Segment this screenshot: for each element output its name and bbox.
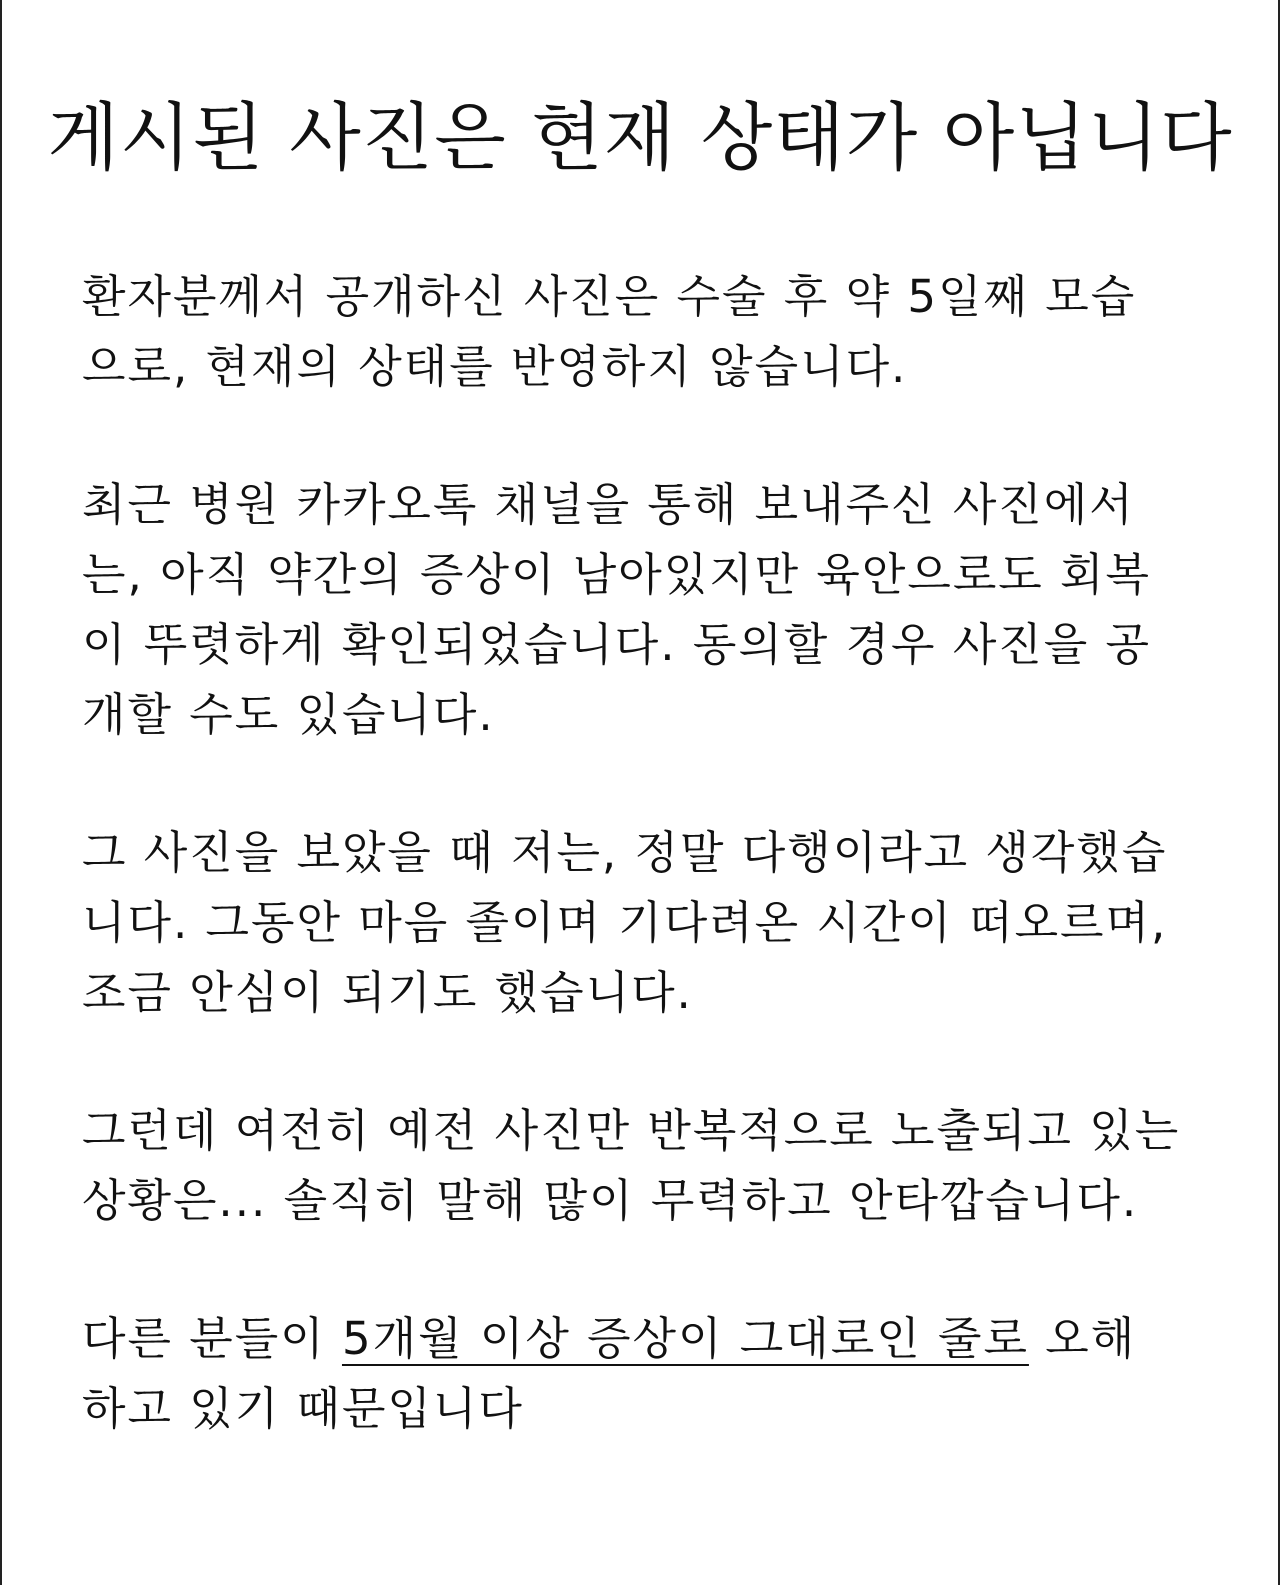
paragraph-line: 니다. 그동안 마음 졸이며 기다려온 시간이 떠오르며, <box>82 896 1168 949</box>
paragraph-line: 상황은... 솔직히 말해 많이 무력하고 안타깝습니다. <box>82 1174 1139 1227</box>
paragraph-old-photo-exposure <box>82 1096 1192 1236</box>
paragraph-recent-photo <box>82 470 1192 750</box>
paragraph-line: 하고 있기 때문입니다 <box>82 1382 524 1435</box>
paragraph-line: 으로, 현재의 상태를 반영하지 않습니다. <box>82 340 908 393</box>
paragraph-line: 그런데 여전히 예전 사진만 반복적으로 노출되고 있는 <box>82 1104 1181 1157</box>
paragraph-line: 최근 병원 카카오톡 채널을 통해 보내주신 사진에서 <box>82 478 1135 531</box>
page-title: 게시된 사진은 현재 상태가 아닙니다 <box>47 95 1233 181</box>
paragraph-line: 이 뚜렷하게 확인되었습니다. 동의할 경우 사진을 공 <box>82 618 1152 671</box>
paragraph-photo-status <box>82 262 1192 402</box>
paragraph-relief <box>82 818 1192 1028</box>
paragraph-line <box>82 1304 1192 1374</box>
document-body <box>82 262 1192 1444</box>
paragraph-line: 는, 아직 약간의 증상이 남아있지만 육안으로도 회복 <box>82 548 1152 601</box>
line-suffix: 오해 <box>1028 1312 1137 1365</box>
paragraph-line: 환자분께서 공개하신 사진은 수술 후 약 5일째 모습 <box>82 270 1137 323</box>
paragraph-line: 그 사진을 보았을 때 저는, 정말 다행이라고 생각했습 <box>82 826 1168 879</box>
underlined-phrase: 5개월 이상 증상이 그대로인 줄로 <box>341 1312 1029 1365</box>
line-prefix: 다른 분들이 <box>82 1312 342 1365</box>
paragraph-line: 개할 수도 있습니다. <box>82 688 495 741</box>
paragraph-misunderstanding <box>82 1304 1192 1444</box>
paragraph-line: 조금 안심이 되기도 했습니다. <box>82 966 693 1019</box>
